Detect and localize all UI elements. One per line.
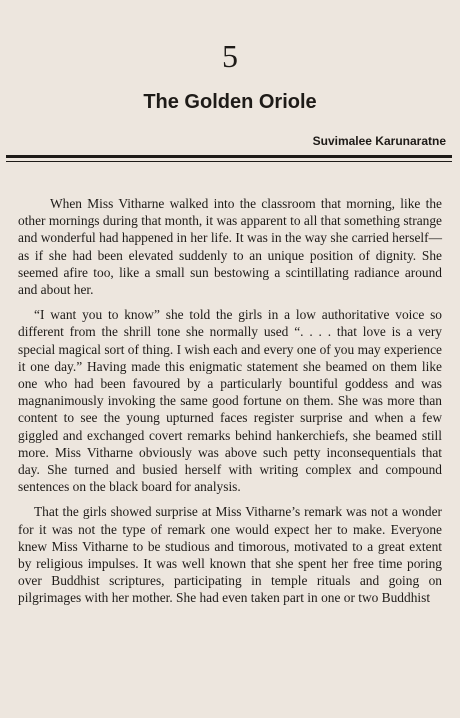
paragraph-3: That the girls showed surprise at Miss Vitharne’s remark was not a wonder for it was not the type of remark one would expect her to make. Everyone knew Miss Vitharne to be studious and timorous, motivated to a great extent by religious impulses. It was well known that she spent her free time poring over Buddhist scriptures, participating in temple rituals and going on pilgrimages with her mother. She had even taken part in one or two Buddhist — [18, 504, 442, 606]
paragraph-1: When Miss Vitharne walked into the classroom that morning, like the other mornings during that month, it was apparent to all that something strange and wonderful had happened in her life. It was in the way she carried herself—as if she had been elevated suddenly to an unique position of dignity. She seemed afire too, like a small sun bestowing a scintillating radiance around and about her. — [18, 196, 442, 298]
title-rule-thick — [6, 155, 452, 158]
author-name: Suvimalee Karunaratne — [312, 134, 446, 148]
chapter-body — [18, 195, 442, 607]
paragraph-2: “I want you to know” she told the girls in a low authoritative voice so different from the shrill tone she normally used “. . . . that love is a very special magical sort of thing. I wish each and every one of you may experience it one day.” Having made this enigmatic statement she beamed on them like one who had been favoured by a particularly bountiful goddess and was magnanimously invoking the same good fortune on them. She was more than content to see the young upturned faces register surprise and when a few giggled and exchanged covert remarks behind hankerchiefs, she beamed still more. Miss Vitharne obviously was above such petty inconsequentials that day. She turned and busied herself with writing complex and compound sentences on the black board for analysis. — [18, 307, 442, 495]
chapter-title: The Golden Oriole — [143, 91, 317, 113]
title-rule-thin — [6, 161, 452, 162]
chapter-number: 5 — [222, 38, 238, 74]
